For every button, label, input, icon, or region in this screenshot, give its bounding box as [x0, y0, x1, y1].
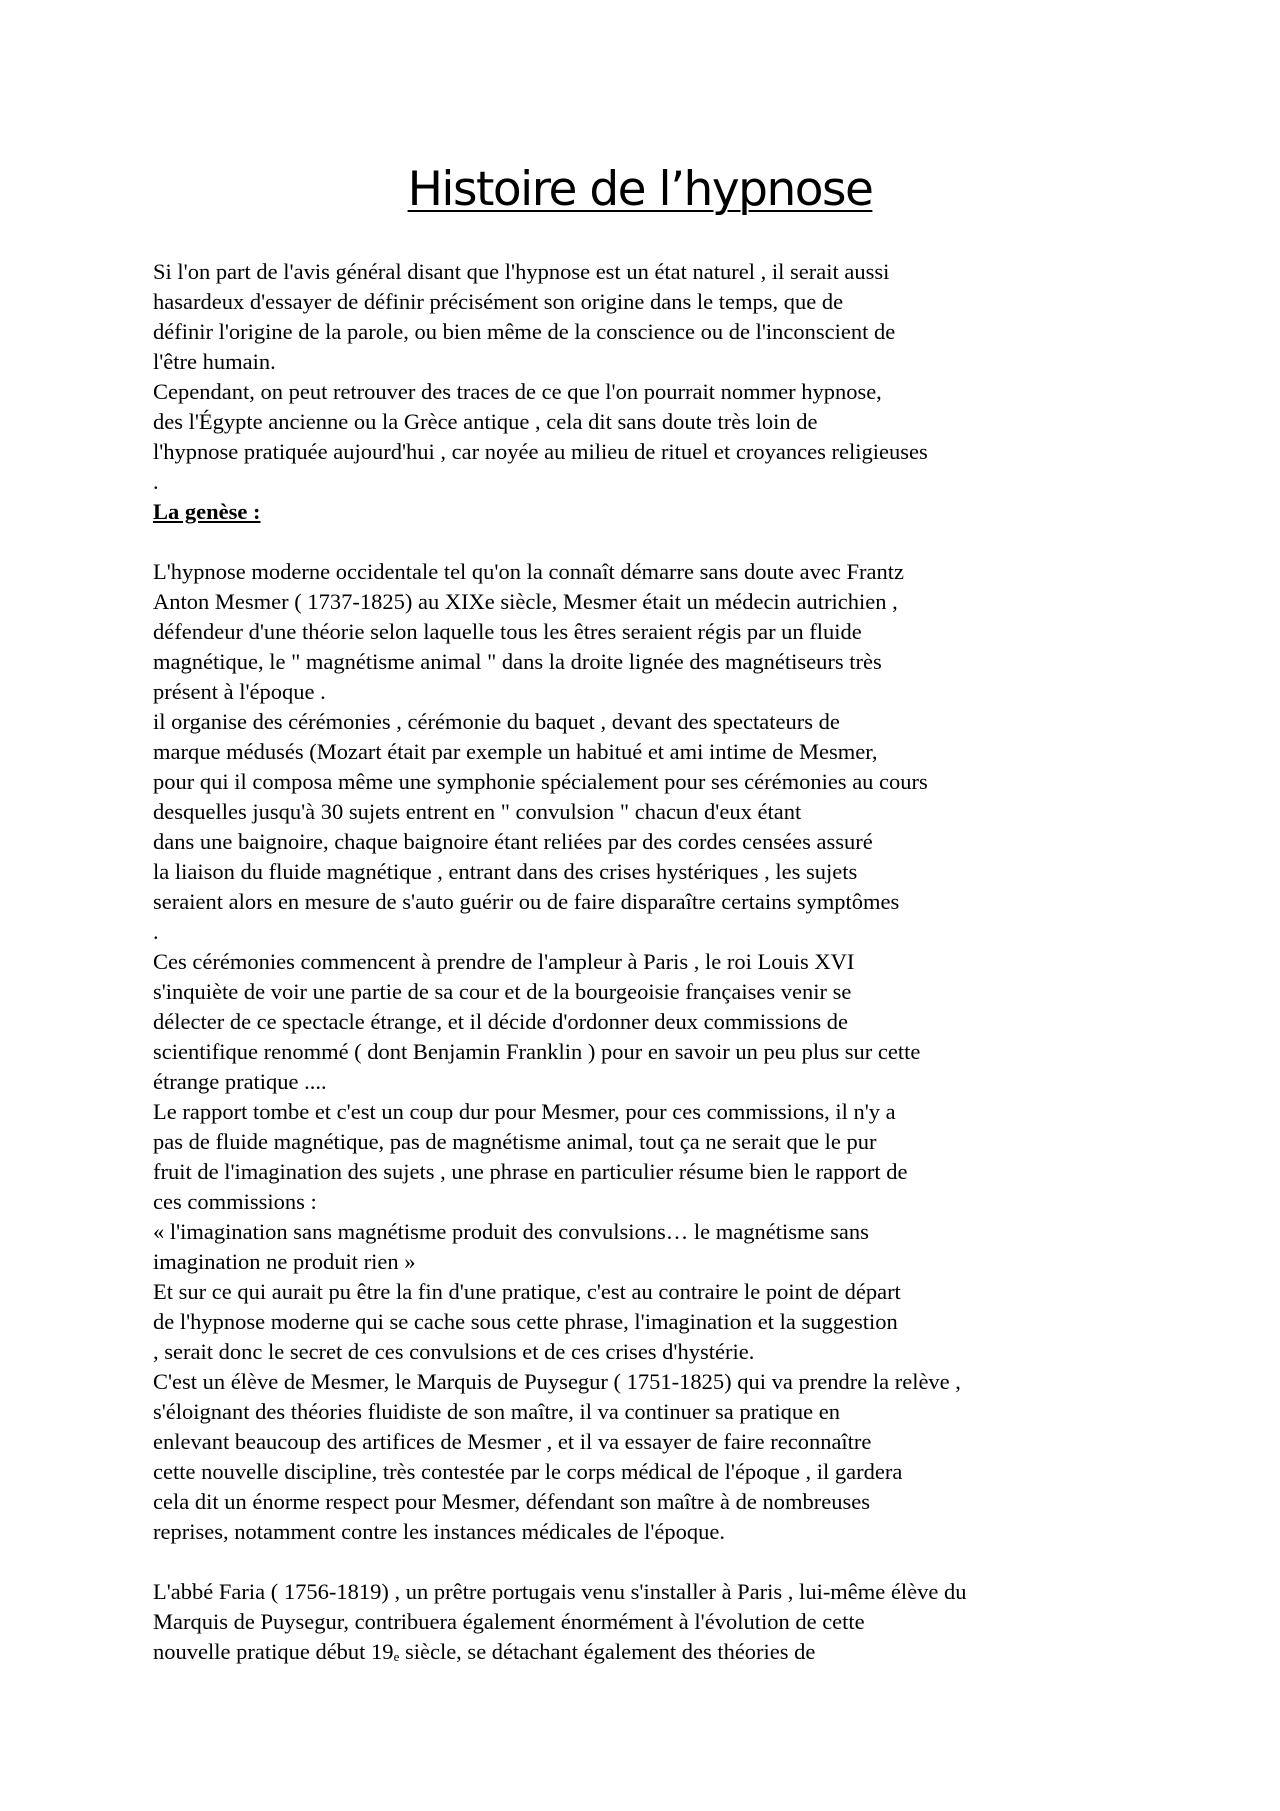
text-line: s'inquiète de voir une partie de sa cour et de la bourgeoisie françaises venir se [153, 979, 852, 1004]
text-line: , serait donc le secret de ces convulsions et de ces crises d'hystérie. [153, 1339, 755, 1364]
text-line: dans une baignoire, chaque baignoire étant reliées par des cordes censées assuré [153, 829, 873, 854]
text-line: délecter de ce spectacle étrange, et il décide d'ordonner deux commissions de [153, 1009, 849, 1034]
text-line: fruit de l'imagination des sujets , une phrase en particulier résume bien le rapport de [153, 1159, 908, 1184]
text-line: présent à l'époque . [153, 679, 326, 704]
text-line: l'hypnose pratiquée aujourd'hui , car noyée au milieu de rituel et croyances religieuses [153, 439, 928, 464]
text-line: étrange pratique .... [153, 1069, 327, 1094]
text-line: seraient alors en mesure de s'auto guérir ou de faire disparaître certains symptômes [153, 889, 900, 914]
text-line: reprises, notamment contre les instances médicales de l'époque. [153, 1519, 725, 1544]
page-title: Histoire de l’hypnose [407, 162, 873, 217]
text-line: cette nouvelle discipline, très contestée par le corps médical de l'époque , il gardera [153, 1459, 903, 1484]
text-line: magnétique, le " magnétisme animal " dans la droite lignée des magnétiseurs très [153, 649, 882, 674]
text-line: « l'imagination sans magnétisme produit des convulsions… le magnétisme sans [153, 1219, 869, 1244]
document-body [153, 257, 1253, 1667]
text-line: marque médusés (Mozart était par exemple un habitué et ami intime de Mesmer, [153, 739, 878, 764]
text-line: Marquis de Puysegur, contribuera également énormément à l'évolution de cette [153, 1609, 865, 1634]
text-line: scientifique renommé ( dont Benjamin Franklin ) pour en savoir un peu plus sur cette [153, 1039, 921, 1064]
text-line: enlevant beaucoup des artifices de Mesmer , et il va essayer de faire reconnaître [153, 1429, 872, 1454]
text-line: C'est un élève de Mesmer, le Marquis de Puysegur ( 1751-1825) qui va prendre la relève , [153, 1369, 961, 1394]
text-line: imagination ne produit rien » [153, 1249, 416, 1274]
text-line: l'être humain. [153, 349, 276, 374]
text-line: Anton Mesmer ( 1737-1825) au XIXe siècle, Mesmer était un médecin autrichien , [153, 589, 898, 614]
text-line: Si l'on part de l'avis général disant que l'hypnose est un état naturel , il serait aussi [153, 259, 890, 284]
blank-line [153, 527, 1253, 557]
text-line: Ces cérémonies commencent à prendre de l'ampleur à Paris , le roi Louis XVI [153, 949, 855, 974]
text-line: ces commissions : [153, 1189, 317, 1214]
text-line: s'éloignant des théories fluidiste de son maître, il va continuer sa pratique en [153, 1399, 840, 1424]
text-line: pour qui il composa même une symphonie spécialement pour ses cérémonies au cours [153, 769, 928, 794]
text-line: cela dit un énorme respect pour Mesmer, défendant son maître à de nombreuses [153, 1489, 870, 1514]
text-line: Cependant, on peut retrouver des traces de ce que l'on pourrait nommer hypnose, [153, 379, 882, 404]
text-line: . [153, 919, 159, 944]
text-line: pas de fluide magnétique, pas de magnétisme animal, tout ça ne serait que le pur [153, 1129, 877, 1154]
text-line: définir l'origine de la parole, ou bien même de la conscience ou de l'inconscient de [153, 319, 896, 344]
faria-paragraph [153, 1577, 1253, 1637]
superscript-e: e [393, 1649, 400, 1664]
text-line: de l'hypnose moderne qui se cache sous cette phrase, l'imagination et la suggestion [153, 1309, 898, 1334]
intro-paragraph [153, 257, 1253, 497]
text-line: défendeur d'une théorie selon laquelle tous les êtres seraient régis par un fluide [153, 619, 862, 644]
text-line: nouvelle pratique début $19_e$ siècle, se détachant également des théories de [153, 1639, 816, 1664]
text-line: L'hypnose moderne occidentale tel qu'on la connaît démarre sans doute avec Frantz [153, 559, 904, 584]
text-line: hasardeux d'essayer de définir précisément son origine dans le temps, que de [153, 289, 844, 314]
text-line: des l'Égypte ancienne ou la Grèce antique , cela dit sans doute très loin de [153, 409, 818, 434]
text-line: . [153, 469, 159, 494]
text-line: Le rapport tombe et c'est un coup dur pour Mesmer, pour ces commissions, il n'y a [153, 1099, 896, 1124]
text-line: L'abbé Faria ( 1756-1819) , un prêtre portugais venu s'installer à Paris , lui-même élève du [153, 1579, 967, 1604]
text-line: desquelles jusqu'à 30 sujets entrent en " convulsion " chacun d'eux étant [153, 799, 802, 824]
blank-line [153, 1547, 1253, 1577]
text-line: il organise des cérémonies , cérémonie du baquet , devant des spectateurs de [153, 709, 840, 734]
section-heading: La genèse : [153, 499, 261, 524]
text-line: la liaison du fluide magnétique , entrant dans des crises hystériques , les sujets [153, 859, 858, 884]
text-line: Et sur ce qui aurait pu être la fin d'une pratique, c'est au contraire le point de départ [153, 1279, 901, 1304]
genese-paragraph [153, 557, 1253, 1547]
